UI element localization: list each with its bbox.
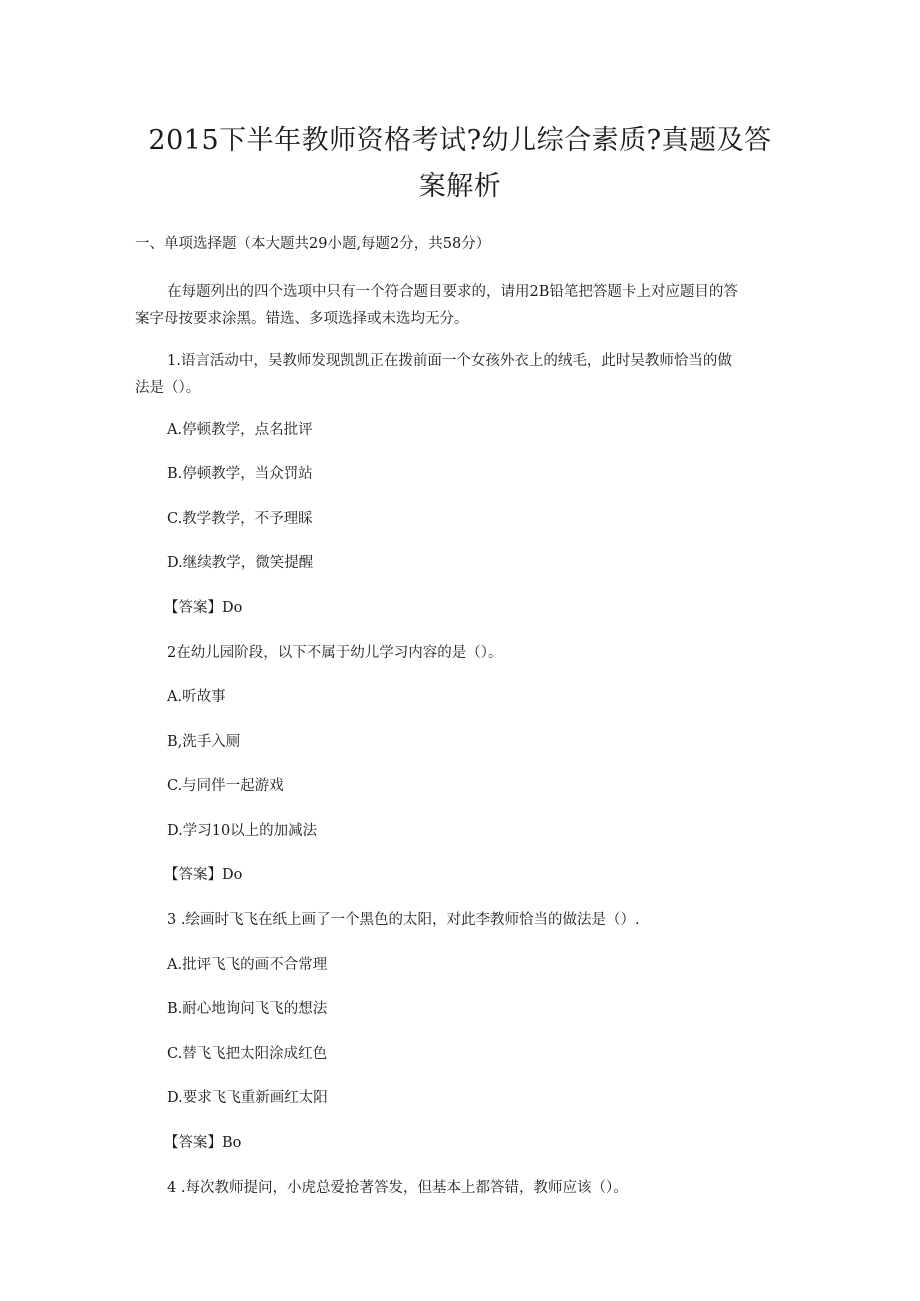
question-2-option-d: D.学习10以上的加减法 xyxy=(167,823,318,839)
question-2-stem: 2在幼儿园阶段，以下不属于幼儿学习内容的是（）。 xyxy=(167,645,503,661)
title-line-1: 2015下半年教师资格考试?幼儿综合素质?真题及答 xyxy=(148,125,772,156)
instructions-line-1: 在每题列出的四个选项中只有一个符合题目要求的，请用2B铅笔把答题卡上对应题目的答 xyxy=(167,284,738,300)
document-title xyxy=(130,118,790,210)
question-3-stem: 3 .绘画时飞飞在纸上画了一个黑色的太阳，对此李教师恰当的做法是（）. xyxy=(167,912,640,928)
question-3-option-b: B.耐心地询问飞飞的想法 xyxy=(167,1001,328,1017)
question-1-answer: 【答案】Do xyxy=(164,600,243,616)
instructions-line-2: 案字母按要求涂黑。错选、多项选择或未选均无分。 xyxy=(135,311,469,327)
question-3-option-a: A.批评飞飞的画不合常理 xyxy=(167,957,328,973)
question-3-answer: 【答案】Bo xyxy=(164,1135,242,1151)
section-heading: 一、单项选择题（本大题共29小题,每题2分，共58分） xyxy=(135,236,491,252)
question-2-option-b: B,洗手入厕 xyxy=(167,734,241,750)
question-1-option-b: B.停顿教学，当众罚站 xyxy=(167,466,313,482)
question-1-option-a: A.停顿教学，点名批评 xyxy=(167,422,313,438)
question-1-option-c: C.教学教学，不予理睬 xyxy=(167,511,313,527)
question-1-stem-line-2: 法是（）。 xyxy=(135,380,201,396)
question-2-answer: 【答案】Do xyxy=(164,867,243,883)
question-1-stem-line-1: 1.语言活动中，吴教师发现凯凯正在拨前面一个女孩外衣上的绒毛，此时吴教师恰当的做 xyxy=(167,353,732,369)
question-2-option-a: A.听故事 xyxy=(167,689,226,705)
question-3-option-c: C.替飞飞把太阳涂成红色 xyxy=(167,1046,328,1062)
question-1-option-d: D.继续教学，微笑提醒 xyxy=(167,555,314,571)
question-2-option-c: C.与同伴一起游戏 xyxy=(167,778,284,794)
question-4-stem: 4 .每次教师提问，小虎总爱抢著答发，但基本上都答错，教师应该（）。 xyxy=(167,1180,628,1196)
question-3-option-d: D.要求飞飞重新画红太阳 xyxy=(167,1090,328,1106)
title-line-2: 案解析 xyxy=(418,171,502,202)
